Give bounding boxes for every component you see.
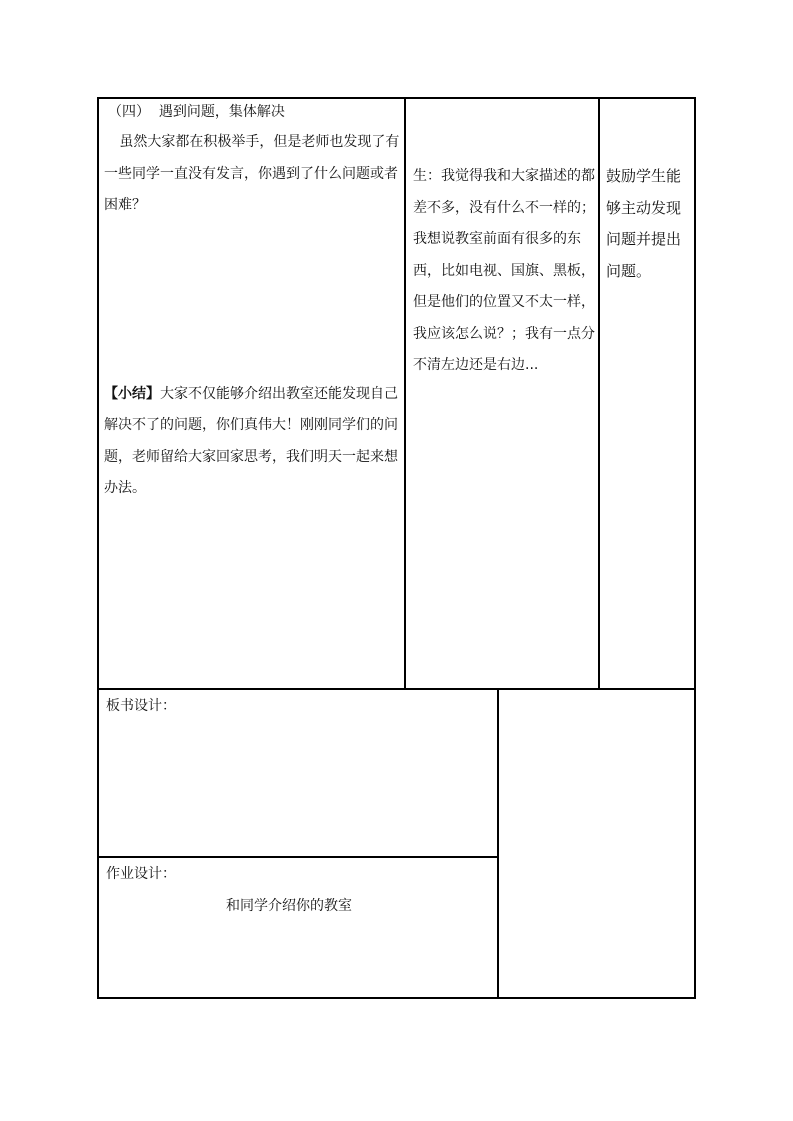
design-intent-cell (606, 161, 692, 287)
design-table (97, 688, 696, 999)
summary-paragraph (104, 379, 400, 505)
board-design-cell (106, 692, 486, 720)
column-divider-1 (404, 97, 406, 690)
summary-tag: 【小结】 (104, 385, 160, 402)
design-intent: 鼓励学生能够主动发现问题并提出问题。 (606, 167, 682, 280)
teacher-prompt: 虽然大家都在积极举手，但是老师也发现了有一些同学一直没有发言，你遇到了什么问题或者困难？ (104, 134, 400, 213)
section-heading: （四） 遇到问题，集体解决 (108, 104, 285, 120)
board-design-label: 板书设计： (106, 698, 176, 714)
student-response-cell (413, 161, 595, 382)
homework-cell (106, 860, 486, 920)
student-response: 生：我觉得我和大家描述的都差不多，没有什么不一样的；我想说教室前面有很多的东西，比如电视、国旗、黑板，但是他们的位置又不太一样，我应该怎么说？；我有一点分不清左边还是右边... (413, 168, 595, 373)
teacher-activity-cell (104, 98, 400, 505)
design-row-divider (97, 856, 499, 858)
column-divider-2 (598, 97, 600, 690)
summary-text: 大家不仅能够介绍出教室还能发现自己解决不了的问题，你们真伟大！刚刚同学们的问题，老师留给大家回家思考，我们明天一起来想办法。 (104, 385, 398, 496)
design-column-divider (497, 688, 499, 999)
homework-label: 作业设计： (106, 866, 176, 882)
homework-content: 和同学介绍你的教室 (226, 898, 352, 914)
